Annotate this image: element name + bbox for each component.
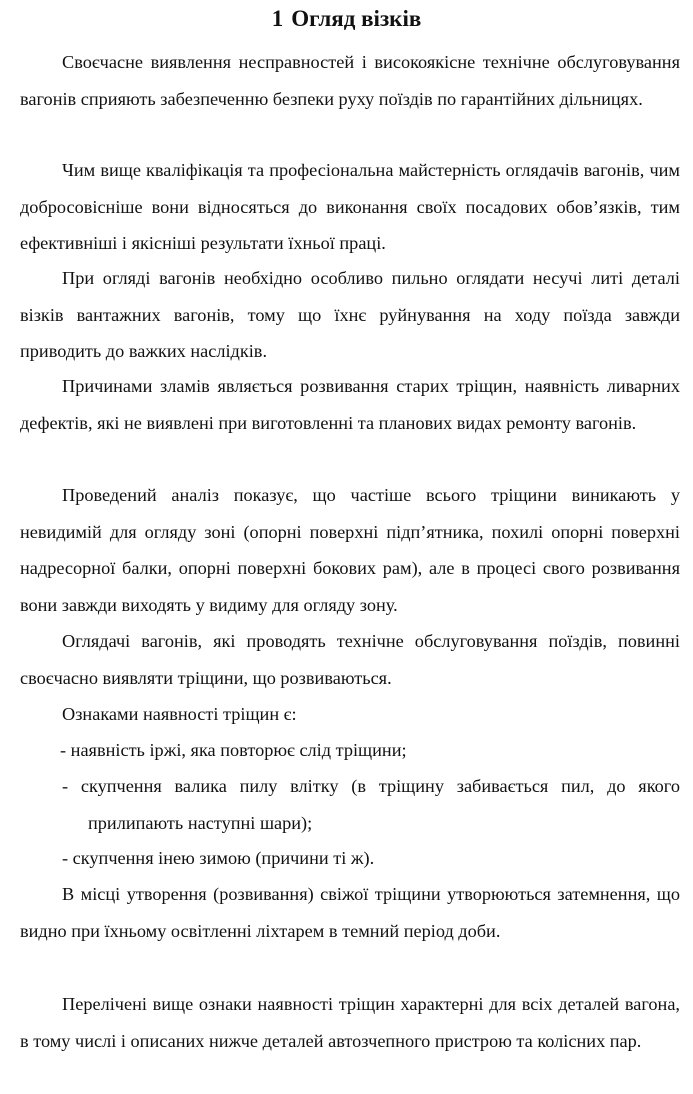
- sign-item-2: - скупчення валика пилу влітку (в тріщину забивається пил, до якого прилипають наступні шари);: [62, 776, 680, 833]
- paragraph-4: Причинами зламів являється розвивання старих тріщин, наявність ливарних дефектів, які не виявлені при виготовленні та планових видах ремонту вагонів.: [20, 376, 680, 433]
- section-title: Огляд візків: [291, 6, 422, 31]
- signs-label: Ознаками наявності тріщин є:: [62, 704, 297, 724]
- section-number: 1: [271, 6, 284, 31]
- paragraph-7: В місці утворення (розвивання) свіжої тріщини утворюються затемнення, що видно при їхньому освітленні ліхтарем в темний період доби.: [20, 884, 680, 941]
- paragraph-5: Проведений аналіз показує, що частіше всього тріщини виникають у невидимій для огляду зоні (опорні поверхні підп’ятника, похилі опорні поверхні надресорної балки, опорні поверхні бокових рам), але в процесі свого розвивання вони завжди виходять у видиму для огляду зону.: [20, 485, 680, 615]
- paragraph-1: Своєчасне виявлення несправностей і високоякісне технічне обслуговування вагонів сприяють забезпеченню безпеки руху поїздів по гарантійних дільницях.: [20, 52, 680, 109]
- paragraph-6: Оглядачі вагонів, які проводять технічне обслуговування поїздів, повинні своєчасно виявляти тріщини, що розвиваються.: [20, 631, 680, 688]
- sign-item-3: - скупчення інею зимою (причини ті ж).: [62, 848, 375, 868]
- paragraph-8: Перелічені вище ознаки наявності тріщин характерні для всіх деталей вагона, в тому числі і описаних нижче деталей автозчепного пристрою та колісних пар.: [20, 994, 680, 1051]
- sign-item-1: - наявність іржі, яка повторює слід тріщини;: [60, 740, 407, 760]
- paragraph-2: Чим вище кваліфікація та професіональна майстерність оглядачів вагонів, чим добросовісніше вони відносяться до виконання своїх посадових обов’язків, тим ефективніші і якісніші результати їхньої праці.: [20, 160, 680, 253]
- section-heading: [0, 4, 693, 34]
- paragraph-3: При огляді вагонів необхідно особливо пильно оглядати несучі литі деталі візків вантажних вагонів, тому що їхнє руйнування на ходу поїзда завжди приводить до важких наслідків.: [20, 268, 680, 361]
